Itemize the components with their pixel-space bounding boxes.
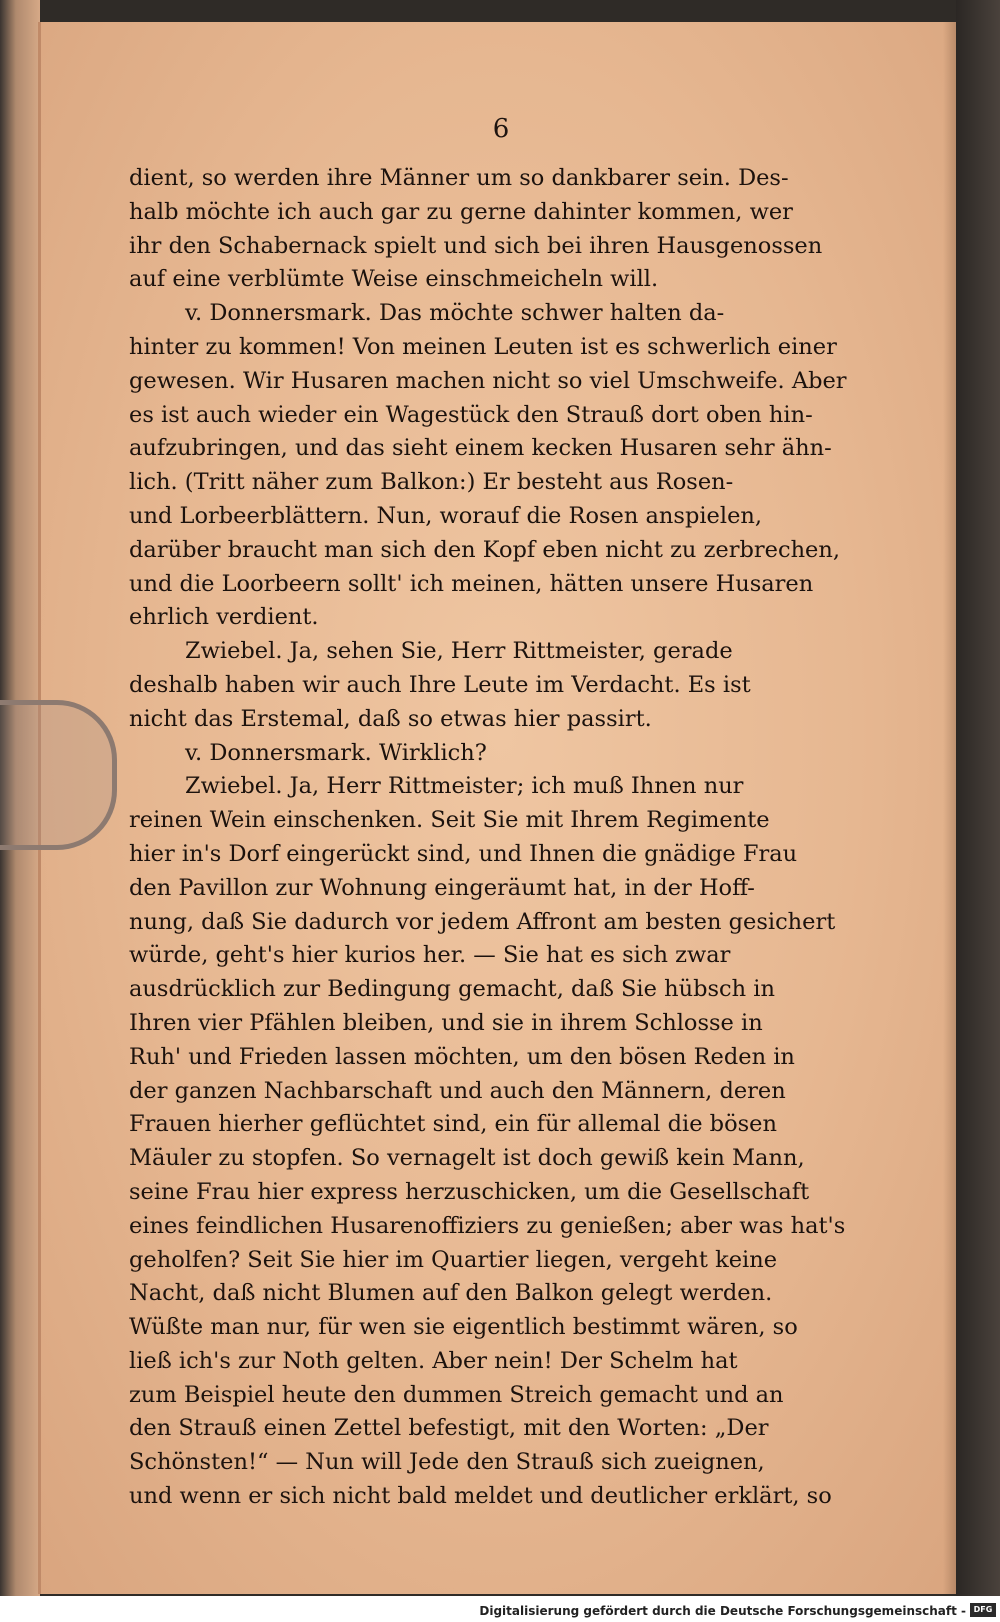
text-line: den Pavillon zur Wohnung eingeräumt hat, in der Hoff- — [129, 874, 755, 901]
text-line: Ruh' und Frieden lassen möchten, um den bösen Reden in — [129, 1043, 795, 1070]
text-line: nicht das Erstemal, daß so etwas hier passirt. — [129, 705, 652, 732]
text-line: zum Beispiel heute den dummen Streich gemacht und an — [129, 1381, 784, 1408]
text-line: und Lorbeerblättern. Nun, worauf die Rosen anspielen, — [129, 502, 763, 529]
page-number: 6 — [492, 114, 510, 144]
footer-bar — [0, 1596, 1000, 1622]
text-line: Frauen hierher geflüchtet sind, ein für allemal die bösen — [129, 1111, 777, 1138]
text-line: darüber braucht man sich den Kopf eben nicht zu zerbrechen, — [129, 536, 841, 563]
text-line: Mäuler zu stopfen. So vernagelt ist doch gewiß kein Mann, — [129, 1145, 805, 1172]
text-line: Ihren vier Pfählen bleiben, und sie in ihrem Schlosse in — [129, 1009, 763, 1036]
text-line: lich. (Tritt näher zum Balkon:) Er besteht aus Rosen- — [129, 469, 734, 496]
text-line: dient, so werden ihre Männer um so dankbarer sein. Des- — [129, 165, 789, 191]
text-line: nung, daß Sie dadurch vor jedem Affront am besten gesichert — [129, 908, 836, 935]
text-line: eines feindlichen Husarenoffiziers zu genießen; aber was hat's — [129, 1212, 846, 1239]
text-line: es ist auch wieder ein Wagestück den Strauß dort oben hin- — [129, 401, 813, 428]
text-line: den Strauß einen Zettel befestigt, mit den Worten: „Der — [129, 1415, 769, 1442]
text-line: reinen Wein einschenken. Seit Sie mit Ihrem Regimente — [129, 807, 770, 834]
text-line: auf eine verblümte Weise einschmeicheln will. — [129, 266, 659, 293]
text-line: halb möchte ich auch gar zu gerne dahinter kommen, wer — [129, 198, 793, 225]
text-line: ehrlich verdient. — [129, 604, 319, 631]
text-line: ihr den Schabernack spielt und sich bei ihren Hausgenossen — [129, 232, 823, 259]
text-line: hinter zu kommen! Von meinen Leuten ist es schwerlich einer — [129, 333, 837, 360]
text-line: der ganzen Nachbarschaft und auch den Männern, deren — [129, 1077, 786, 1104]
book-spine-edge — [956, 0, 1000, 1622]
text-line: Wüßte man nur, für wen sie eigentlich bestimmt wären, so — [129, 1314, 798, 1341]
dfg-logo: DFG — [970, 1603, 996, 1617]
speaker-line: Zwiebel. Ja, sehen Sie, Herr Rittmeister, gerade — [185, 638, 733, 665]
text-line: hier in's Dorf eingerückt sind, und Ihnen die gnädige Frau — [129, 840, 798, 867]
text-line: ließ ich's zur Noth gelten. Aber nein! Der Schelm hat — [129, 1347, 738, 1374]
digitization-credit: Digitalisierung gefördert durch die Deutsche Forschungsgemeinschaft - — [479, 1604, 966, 1618]
paper-clip — [0, 700, 117, 850]
text-line: würde, geht's hier kurios her. — Sie hat es sich zwar — [129, 942, 731, 969]
speaker-line: Zwiebel. Ja, Herr Rittmeister; ich muß Ihnen nur — [185, 773, 744, 800]
text-line: Schönsten!“ — Nun will Jede den Strauß sich zueignen, — [129, 1449, 765, 1476]
text-line: geholfen? Seit Sie hier im Quartier liegen, vergeht keine — [129, 1246, 778, 1273]
speaker-line: v. Donnersmark. Das möchte schwer halten da- — [185, 300, 725, 327]
text-line: gewesen. Wir Husaren machen nicht so viel Umschweife. Aber — [129, 367, 847, 394]
text-line: Nacht, daß nicht Blumen auf den Balkon gelegt werden. — [129, 1280, 773, 1307]
speaker-line: v. Donnersmark. Wirklich? — [185, 739, 487, 766]
text-line: und wenn er sich nicht bald meldet und deutlicher erklärt, so — [129, 1483, 832, 1510]
text-line: deshalb haben wir auch Ihre Leute im Verdacht. Es ist — [129, 671, 751, 698]
text-line: und die Loorbeern sollt' ich meinen, hätten unsere Husaren — [129, 570, 814, 597]
body-text — [129, 162, 929, 1514]
paper-page — [38, 22, 961, 1594]
text-line: seine Frau hier express herzuschicken, um die Gesellschaft — [129, 1178, 810, 1205]
text-line: ausdrücklich zur Bedingung gemacht, daß Sie hübsch in — [129, 976, 775, 1003]
text-line: aufzubringen, und das sieht einem kecken Husaren sehr ähn- — [129, 435, 832, 462]
